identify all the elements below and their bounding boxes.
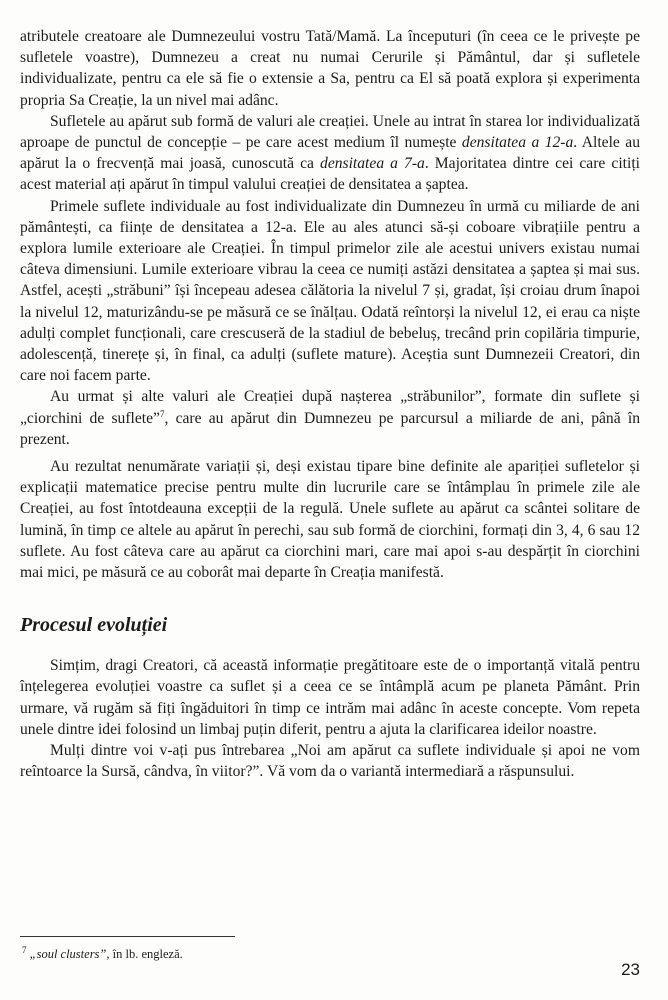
section-heading: Procesul evoluției <box>20 614 168 637</box>
paragraph-4: Au urmat și alte valuri ale Creației după nașterea „străbunilor”, formate din suflete și „ciorchini de suflete”$^7$, care au apărut din Dumnezeu pe parcursul a miliarde de ani, până în prezent. <box>20 388 640 448</box>
footnote <box>22 946 183 962</box>
page-body <box>20 26 640 783</box>
paragraph-6: Simțim, dragi Creatori, că această informație pregătitoare este de o importanță vitală pentru înțelegerea evoluției voastre ca suflet și a ceea ce se întâmplă acum pe planeta Pământ. Prin urmare, vă rugăm să fiți îngăduitori în timp ce intrăm mai adânc în aceste concepte. Vom repeta unele dintre idei folosind un limbaj puțin diferit, pentru a ajuta la clarificarea ideilor noastre. <box>20 657 640 738</box>
paragraph-1: atributele creatoare ale Dumnezeului vostru Tată/Mamă. La începuturi (în ceea ce le privește pe sufletele voastre), Dumnezeu a creat nu numai Cerurile și Pământul, dar și sufletele individualizate, pentru ca ele să fie o extensie a Sa, pentru ca El să poată explora și experimenta propria Sa Creație, la un nivel mai adânc. <box>20 28 640 109</box>
term-density-12: densitatea a 12-a <box>461 134 574 152</box>
term-density-7: densitatea a 7-a <box>320 155 425 173</box>
paragraph-7: Mulți dintre voi v-ați pus întrebarea „Noi am apărut ca suflete individuale și apoi ne vom reîntoarce la Sursă, cândva, în viitor?”. Vă vom da o variantă intermediară a răspunsului. <box>20 742 640 781</box>
page-number: 23 <box>621 960 640 979</box>
footnote-term: „soul clusters” <box>29 947 107 961</box>
footnote-reference: 7 <box>159 408 165 419</box>
paragraph-3: Primele suflete individuale au fost individualizate din Dumnezeu în urmă cu miliarde de ani pământești, ca ființe de densitatea a 12-a. Ele au ales atunci să-și coboare vibrațiile pentru a explora lumile exterioare ale Creației. În timpul primelor zile ale acestui univers existau numai câteva dimensiuni. Lumile exterioare vibrau la ceea ce numiți astăzi densitatea a șaptea și mai sus. Astfel, acești „străbuni” își începeau adesea călătoria la nivelul 7 și, gradat, își croiau drum înapoi la nivelul 12, maturizându-se pe măsură ce se înălțau. Odată reîntorși la nivelul 12, ei erau ca niște adulți complet funcționali, care crescuseră de la stadiul de bebeluș, trecând prin copilăria timpurie, adolescență, tinerețe și, în final, ca adulți (suflete mature). Aceștia sunt Dumnezeii Creatori, din care noi facem parte. <box>20 197 640 385</box>
paragraph-2: Sufletele au apărut sub formă de valuri ale creației. Unele au intrat în starea lor individualizată aproape de punctul de concepție – pe care acest medium îl numește densitatea a 12-a. Altele au apărut la o frecvență mai joasă, cunoscută ca densitatea a 7-a. Majoritatea dintre cei care citiți acest material ați apărut în timpul valului creației de densitatea a șaptea. <box>20 112 641 194</box>
footnote-text: , în lb. engleză. <box>106 947 183 961</box>
footnote-divider <box>20 936 235 937</box>
footnote-marker: 7 <box>22 944 27 955</box>
paragraph-5: Au rezultat nenumărate variații și, deși existau tipare bine definite ale apariției sufletelor și explicații matematice precise pentru multe din lucrurile care se întâmplau în primele zile ale Creației, au fost întotdeauna excepții de la regulă. Unele suflete au apărut ca scântei solitare de lumină, în timp ce altele au apărut în perechi, sau sub formă de ciorchini, formați din 3, 4, 6 sau 12 suflete. Au fost câteva care au apărut ca ciorchini mari, care mai apoi s-au despărțit în ciorchini mai mici, pe măsură ce au coborât mai departe în Creația manifestă. <box>20 458 640 582</box>
